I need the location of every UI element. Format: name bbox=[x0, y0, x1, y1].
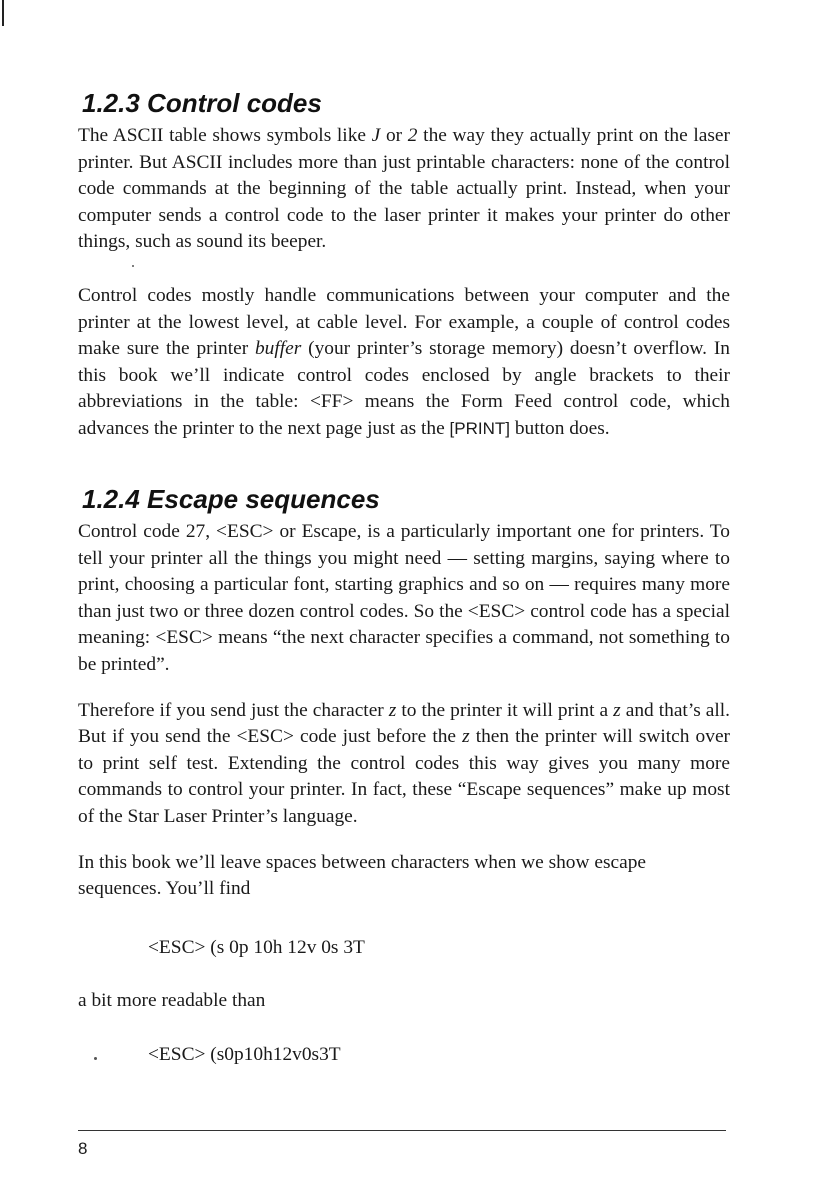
print-speck bbox=[132, 265, 134, 267]
footer-rule bbox=[78, 1130, 726, 1131]
print-key-label: [PRINT] bbox=[449, 418, 510, 438]
section-heading-control-codes: 1.2.3 Control codes bbox=[82, 88, 322, 118]
example-escape-sequence-spaced: <ESC> (s 0p 10h 12v 0s 3T bbox=[148, 937, 365, 958]
paragraph: Therefore if you send just the character z to the printer it will print a z and that’s all. But if you send the <ESC> code just before the z then the printer will switch over to print self test. Extending the control codes this way gives you many more commands to control your printer. In fact, these “Escape sequences” make up most of the Star Laser Printer’s language. bbox=[78, 699, 731, 827]
page-number: 8 bbox=[78, 1139, 88, 1158]
paragraph: The ASCII table shows symbols like J or 2 the way they actually print on the laser printer. But ASCII includes more than just printable characters: none of the control code commands at the beginning of the table actually print. Instead, when your computer sends a control code to the laser printer it makes your printer do other things, such as sound its beeper. bbox=[78, 125, 730, 253]
section-heading-escape-sequences: 1.2.4 Escape sequences bbox=[82, 484, 380, 514]
section-control-codes bbox=[78, 88, 730, 443]
paragraph: In this book we’ll leave spaces between characters when we show escape sequences. You’ll find bbox=[78, 851, 647, 900]
example-escape-sequence-compact: <ESC> (s0p10h12v0s3T bbox=[148, 1044, 341, 1065]
margin-mark bbox=[2, 0, 4, 26]
paragraph: Control codes mostly handle communications between your computer and the printer at the lowest level, at cable level. For example, a couple of control codes make sure the printer buffer (your printer’s storage memory) doesn’t overflow. In this book we’ll indicate control codes enclosed by angle brackets to their abbreviations in the table: <FF> means the Form Feed control code, which advances the printer to the next page just as the [PRINT] button does. bbox=[78, 284, 730, 439]
comparison-text: a bit more readable than bbox=[78, 990, 266, 1011]
paragraph: Control code 27, <ESC> or Escape, is a particularly important one for printers. To tell your printer all the things you might need — setting margins, saying where to print, choosing a particular font, starting graphics and so on — requires many more than just two or three dozen control codes. So the <ESC> control code has a special meaning: <ESC> means “the next character specifies a command, not something to be printed”. bbox=[78, 521, 730, 675]
print-speck bbox=[94, 1057, 97, 1060]
section-escape-sequences bbox=[78, 484, 730, 903]
